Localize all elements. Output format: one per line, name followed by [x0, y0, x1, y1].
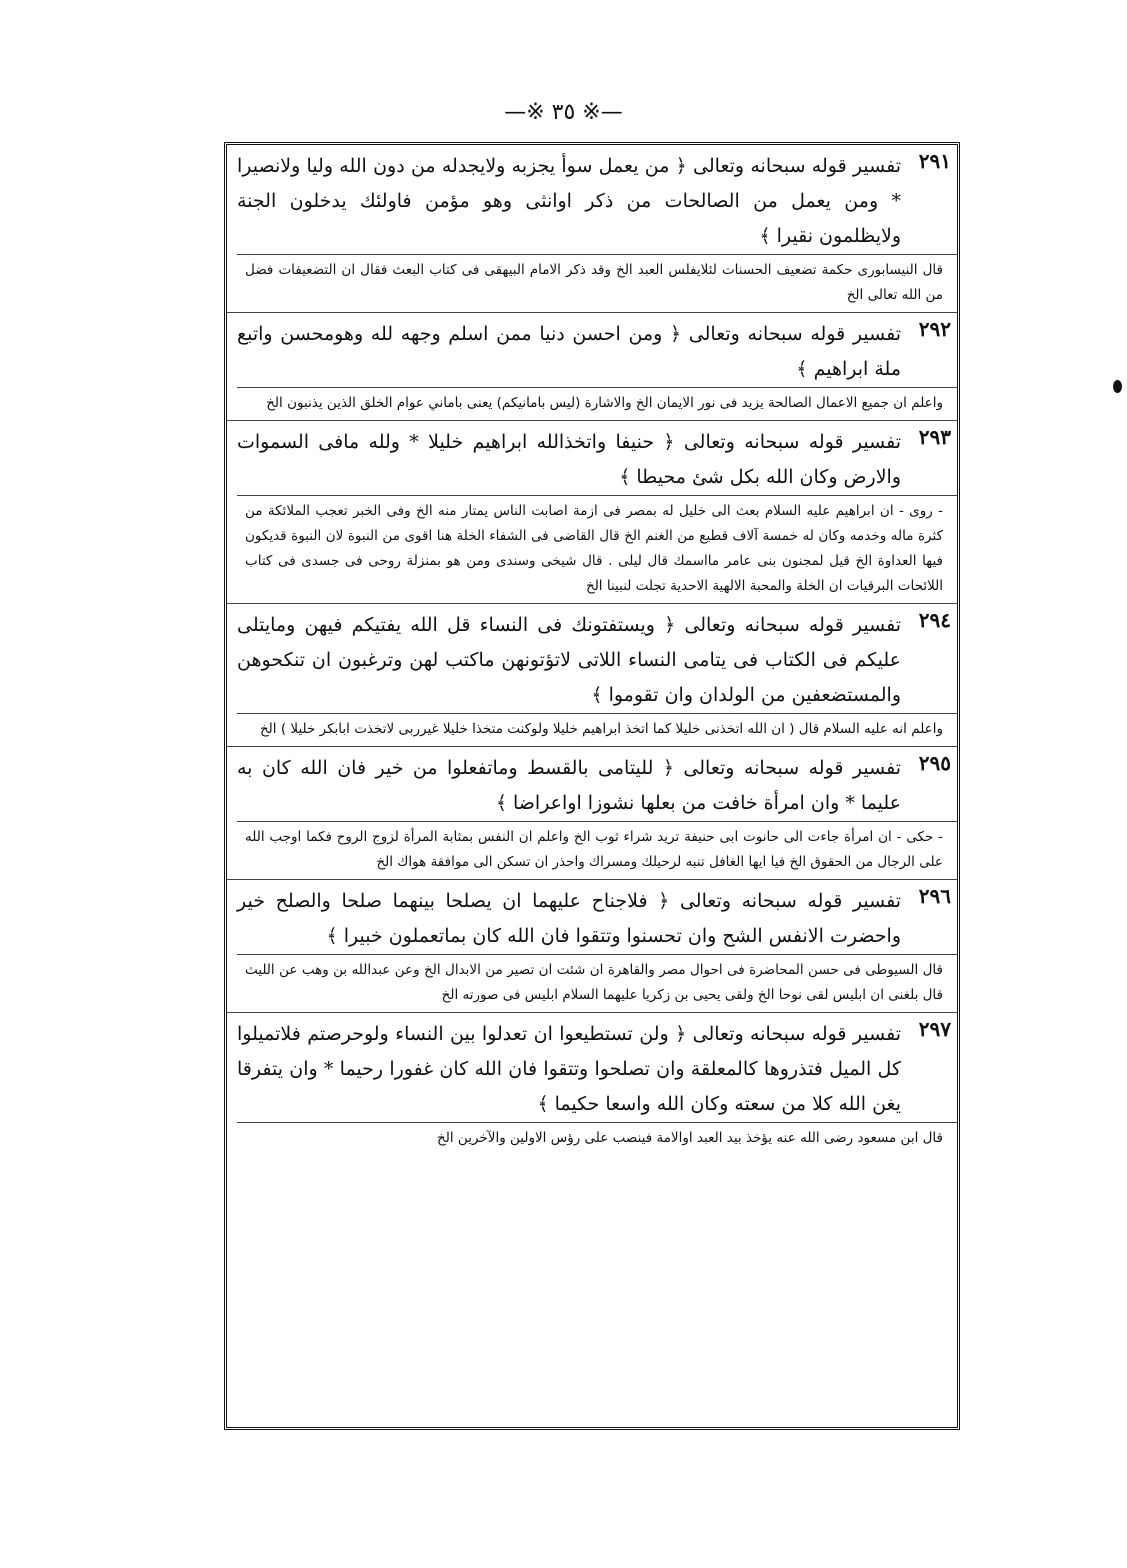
- commentary-text: قال السيوطى فى حسن المحاضرة فى احوال مصر والقاهرة ان شئت ان تصير من الابدال الخ وعن عبدالله بن وهب عن الليث قال بلغنى ان ابليس لقى نوحا الخ ولقى يحيى بن زكريا عليهما السلام ابليس فى صورته الخ: [237, 954, 957, 1012]
- entry-number: ٢٩٤: [918, 608, 951, 632]
- commentary-text: واعلم ان جميع الاعمال الصالحة يزيد فى نور الايمان الخ والاشارة (ليس بامانيكم) يعنى باماني عوام الخلق الذين يذنبون الخ: [237, 387, 957, 420]
- commentary-text: قال ابن مسعود رضى الله عنه يؤخذ بيد العبد اوالامة فينصب على رؤس الاولين والآخرين الخ: [237, 1122, 957, 1155]
- entry-number: ٢٩١: [918, 149, 951, 173]
- ink-spot: [1113, 380, 1122, 393]
- entry-293: [227, 421, 957, 604]
- entry-291: [227, 145, 957, 313]
- verse-text: تفسير قوله سبحانه وتعالى ﴿ ويستفتونك فى النساء قل الله يفتيكم فيهن ومايتلى عليكم فى الكتاب فى يتامى النساء اللاتى لاتؤتونهن ماكتب لهن وترغبون ان تنكحوهن والمستضعفين من الولدان وان تقوموا ﴾: [237, 614, 901, 706]
- commentary-text: - روى - ان ابراهيم عليه السلام بعث الى خليل له بمصر فى ازمة اصابت الناس يمتار منه الخ وفى الخبر تعجب الملائكة من كثرة ماله وخدمه وكان له خمسة آلاف قطيع من الغنم الخ قال القاضى فى الشفاء الخلة هنا اقوى من النبوة لان النبوة قديكون فيها العداوة الخ قيل لمجنون بنى عامر مااسمك قال ليلى . قال شيخى وسندى ومن هو بمنزلة روحى فى جسدى فى كتاب اللائحات البرقيات ان الخلة والمحبة الالهية الاحدية تجلت لنبينا الخ: [237, 495, 957, 603]
- entry-number: ٢٩٣: [918, 425, 951, 449]
- entry-number: ٢٩٧: [918, 1017, 951, 1041]
- entry-297: [227, 1013, 957, 1155]
- entry-number: ٢٩٦: [918, 884, 951, 908]
- page-number: —※ ٣٥ ※—: [504, 100, 623, 125]
- entry-number: ٢٩٥: [918, 751, 951, 775]
- verse-text: تفسير قوله سبحانه وتعالى ﴿ لليتامى بالقسط وماتفعلوا من خير فان الله كان به عليما * وان امرأة خافت من بعلها نشوزا اواعراضا ﴾: [237, 757, 901, 814]
- commentary-text: واعلم انه عليه السلام قال ( ان الله اتخذنى خليلا كما اتخذ ابراهيم خليلا ولوكنت متخذا خليلا غيرربى لاتخذت ابابكر خليلا ) الخ: [237, 713, 957, 746]
- verse-text: تفسير قوله سبحانه وتعالى ﴿ ومن احسن دنيا ممن اسلم وجهه لله وهومحسن واتبع ملة ابراهيم ﴾: [237, 323, 901, 380]
- entry-292: [227, 313, 957, 421]
- verse-text: تفسير قوله سبحانه وتعالى ﴿ حنيفا واتخذالله ابراهيم خليلا * ولله مافى السموات والارض وكان الله بكل شئ محيطا ﴾: [237, 431, 901, 488]
- page-frame: [224, 142, 960, 1430]
- commentary-text: - حكى - ان امرأة جاءت الى حانوت ابى حنيفة تريد شراء ثوب الخ واعلم ان النفس بمثابة المرأة لزوج الروح فكما اوجب الله على الرجال من الحقوق الخ فيا ايها الغافل تنبه لرحيلك ومسراك واحذر ان تسكن الى موافقة هواك الخ: [237, 821, 957, 879]
- entry-296: [227, 880, 957, 1013]
- entry-295: [227, 747, 957, 880]
- verse-text: تفسير قوله سبحانه وتعالى ﴿ ولن تستطيعوا ان تعدلوا بين النساء ولوحرصتم فلاتميلوا كل الميل فتذروها كالمعلقة وان تصلحوا وتتقوا فان الله كان غفورا رحيما * وان يتفرقا يغن الله كلا من سعته وكان الله واسعا حكيما ﴾: [237, 1023, 901, 1115]
- entry-number: ٢٩٢: [918, 317, 951, 341]
- commentary-text: قال النيسابورى حكمة تضعيف الحسنات لئلايفلس العبد الخ وقد ذكر الامام البيهقى فى كتاب البعث فقال ان التضعيفات فضل من الله تعالى الخ: [237, 254, 957, 312]
- entry-294: [227, 604, 957, 747]
- verse-text: تفسير قوله سبحانه وتعالى ﴿ فلاجناح عليهما ان يصلحا بينهما صلحا والصلح خير واحضرت الانفس الشح وان تحسنوا وتتقوا فان الله كان بماتعملون خبيرا ﴾: [237, 890, 901, 947]
- verse-text: تفسير قوله سبحانه وتعالى ﴿ من يعمل سوأ يجزبه ولايجدله من دون الله وليا ولانصيرا * ومن يعمل من الصالحات من ذكر اوانثى وهو مؤمن فاولئك يدخلون الجنة ولايظلمون نقيرا ﴾: [237, 155, 901, 247]
